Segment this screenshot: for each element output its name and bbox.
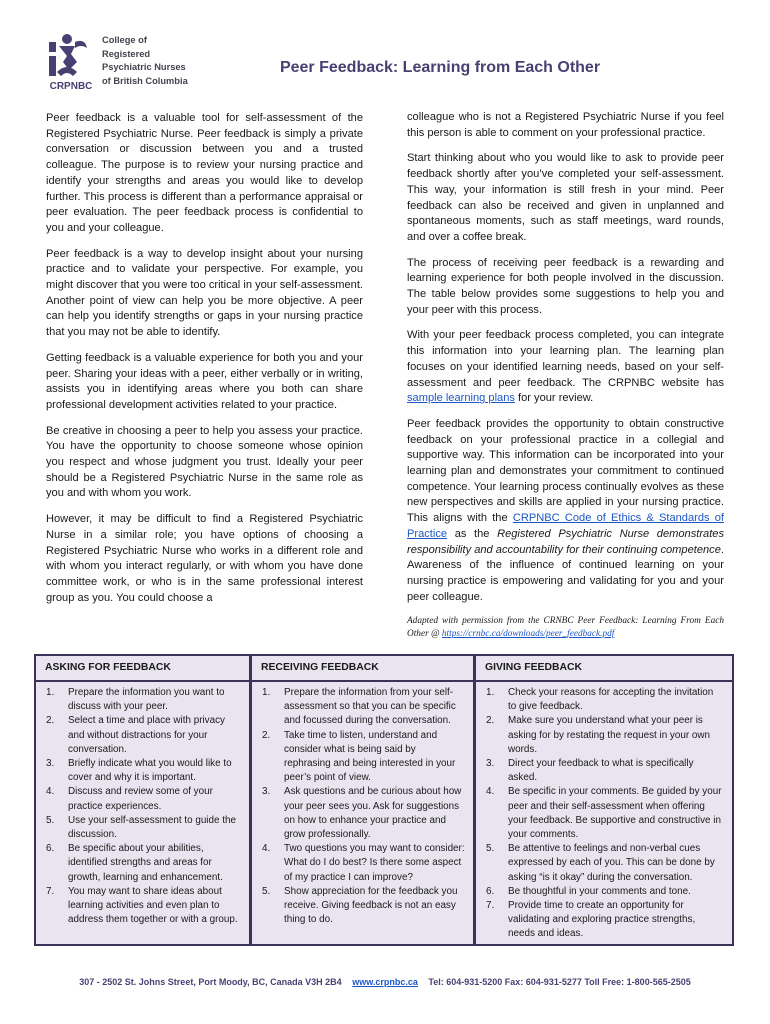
crpnbc-logo: [47, 32, 95, 92]
list-item: [476, 885, 732, 899]
list-item: [476, 714, 732, 757]
attribution: [407, 615, 724, 640]
footer: [0, 977, 770, 987]
item-text: Be thoughtful in your comments and tone.: [508, 885, 691, 897]
paragraph: The process of receiving peer feedback is a rewarding and learning experience for both people involved in the discussion. The table below provides some suggestions to help you and your peer with this process.: [407, 256, 724, 316]
item-text: Discuss and review some of your practice experiences.: [68, 786, 213, 812]
list-item: [252, 729, 473, 786]
item-number: 5.: [262, 885, 271, 897]
item-number: 6.: [46, 843, 55, 855]
item-number: 1.: [486, 687, 495, 698]
text: as the: [447, 527, 498, 540]
text: Adapted with permission from the CRNBC Peer Feedback: Learning From Each Other @: [407, 616, 724, 639]
item-text: You may want to share ideas about learning activities and even plan to address them together or with a group.: [68, 885, 238, 926]
left-column: [46, 111, 363, 616]
item-number: 1.: [262, 687, 271, 698]
item-text: Be attentive to feelings and non-verbal cues expressed by each of you. This can be done by asking “is it okay” during the conversation.: [508, 843, 715, 883]
list-item: [252, 785, 473, 842]
item-number: 3.: [486, 758, 495, 770]
item-text: Be specific in your comments. Be guided by your peer and their self-assessment when offering your feedback. Be supportive and constructive in your comments.: [508, 786, 722, 841]
list-item: [252, 842, 473, 885]
table-column-asking: [36, 656, 249, 944]
list-item: [36, 686, 249, 714]
item-text: Take time to listen, understand and consider what is being said by rephrasing and being interested in your peer’s point of view.: [284, 729, 456, 784]
text: . Awareness of the influence of continued learning on your nursing practice is empowering and validating for you and your peer colleague.: [407, 543, 724, 603]
code-of-ethics-link[interactable]: CRPNBC Code of Ethics & Standards of Practice: [407, 512, 724, 540]
paragraph: colleague who is not a Registered Psychiatric Nurse if you feel this person is able to comment on your professional practice.: [407, 111, 724, 139]
org-line: College of: [102, 35, 147, 45]
list-item: [36, 885, 249, 928]
paragraph: Peer feedback is a way to develop insight about your nursing practice and to validate your perspective. For example, you might discover that you were too critical in your self-assessment. Another point of view can help you be more objective. A peer can help you identify strengths or gaps in your nursing practice that you may not be able to identify.: [46, 247, 363, 339]
item-text: Make sure you understand what your peer is asking for by restating the request in your own words.: [508, 715, 710, 755]
paragraph: [407, 417, 724, 605]
paragraph: Peer feedback is a valuable tool for self-assessment of the Registered Psychiatric Nurse. Peer feedback is simply a private conversation or discussion between you and a trusted colleague. The purpose is to review your nursing practice and identify your strengths and areas you would like to develop further. This process is different than a performance appraisal or peer evaluation. The peer feedback process is confidential to you and your colleague.: [46, 112, 363, 234]
list-item: [36, 714, 249, 757]
item-text: Briefly indicate what you would like to cover and why it is important.: [68, 758, 232, 784]
org-line: Registered: [102, 48, 151, 59]
item-number: 3.: [262, 786, 271, 798]
list-item: [476, 899, 732, 942]
giving-list: [476, 686, 732, 942]
item-number: 4.: [486, 786, 495, 798]
receiving-list: [252, 686, 473, 927]
item-number: 1.: [46, 687, 55, 698]
item-text: Be specific about your abilities, identified strengths and areas for growth, learning and enhancement.: [68, 843, 223, 883]
page-title: Peer Feedback: Learning from Each Other: [279, 59, 601, 76]
list-item: [476, 842, 732, 885]
list-item: [252, 686, 473, 729]
text: With your peer feedback process completed, you can integrate this information into your learning plan. The learning plan focuses on your identified learning needs, based on your self-assessment and peer feedback. The CRPNBC website has: [407, 329, 724, 389]
item-number: 5.: [46, 814, 55, 826]
right-column: [407, 110, 724, 651]
table-column-giving: [473, 656, 732, 944]
paragraph: However, it may be difficult to find a Registered Psychiatric Nurse in a similar role; you have options of choosing a Registered Psychiatric Nurse who works in a different role and with whom you interact regularly, or with whom you have done committee work, or who is in the same professional interest group as you. You could choose a: [46, 513, 363, 604]
item-number: 6.: [486, 885, 495, 897]
item-text: Provide time to create an opportunity for validating and exploring practice strengths, needs and ideas.: [508, 900, 696, 940]
paragraph: [407, 328, 724, 407]
item-number: 4.: [262, 843, 271, 855]
item-text: Check your reasons for accepting the invitation to give feedback.: [508, 687, 714, 713]
list-item: [36, 842, 249, 885]
item-number: 2.: [46, 715, 55, 727]
item-text: Use your self-assessment to guide the discussion.: [68, 814, 236, 841]
item-number: 5.: [486, 843, 495, 855]
column-header: ASKING FOR FEEDBACK: [36, 656, 249, 682]
paragraph: Getting feedback is a valuable experience for both you and your peer. Sharing your ideas with a peer, either verbally or in writing, assists you in identifying areas where you both can share professional development activities related to your practice.: [46, 351, 363, 411]
item-text: Ask questions and be curious about how your peer sees you. Ask for suggestions on how to enhance your practice and grow professionally.: [284, 786, 462, 841]
table-column-receiving: [249, 656, 473, 944]
asking-list: [36, 686, 249, 927]
org-line: Psychiatric Nurses: [102, 62, 186, 72]
item-number: 2.: [262, 729, 271, 741]
item-number: 4.: [46, 786, 55, 798]
item-text: Select a time and place with privacy and without distractions for your conversation.: [68, 715, 225, 755]
org-line: of British Columbia: [102, 75, 188, 86]
item-text: Two questions you may want to consider: What do I do best? Is there some aspect of my practice I can improve?: [284, 843, 465, 883]
footer-contact: Tel: 604-931-5200 Fax: 604-931-5277 Toll Free: 1-800-565-2505: [428, 977, 691, 987]
item-text: Show appreciation for the feedback you receive. Giving feedback is not an easy thing to do.: [284, 885, 458, 926]
column-header: GIVING FEEDBACK: [476, 656, 732, 682]
column-header: RECEIVING FEEDBACK: [252, 656, 473, 682]
list-item: [476, 785, 732, 842]
italic-text: Registered Psychiatric Nurse demonstrates responsibility and accountability for their continuing competence: [407, 527, 724, 556]
item-number: 7.: [46, 885, 55, 897]
item-text: Prepare the information you want to discuss with your peer.: [68, 687, 225, 713]
list-item: [36, 785, 249, 813]
list-item: [36, 814, 249, 842]
paragraph: Start thinking about who you would like to ask to provide peer feedback shortly after you’ve completed your self-assessment. This way, your information is still fresh in your mind. Peer feedback can also be received and given in unplanned and spontaneous moments, such as staff meetings, ward rounds, and over a coffee break.: [407, 152, 724, 243]
item-number: 2.: [486, 715, 495, 727]
list-item: [252, 885, 473, 928]
footer-website-link[interactable]: www.crpnbc.ca: [352, 977, 418, 987]
organization-name: [102, 34, 212, 88]
item-text: Direct your feedback to what is specifically asked.: [508, 758, 694, 784]
list-item: [476, 686, 732, 714]
item-text: Prepare the information from your self-assessment so that you can be specific and focussed during the conversation.: [284, 687, 456, 727]
source-link[interactable]: https://crnbc.ca/downloads/peer_feedback.pdf: [441, 628, 615, 639]
paragraph: Be creative in choosing a peer to help you assess your practice. You have the opportunity to choose someone whose opinion you respect and whose judgment you trust. Ideally your peer should be a Registered Psychiatric Nurse in the same role as you and with whom you work.: [46, 424, 363, 500]
item-number: 3.: [46, 758, 55, 770]
footer-address: 307 - 2502 St. Johns Street, Port Moody, BC, Canada V3H 2B4: [79, 977, 342, 987]
sample-learning-plans-link[interactable]: sample learning plans: [407, 392, 515, 405]
list-item: [476, 757, 732, 785]
text: Peer feedback provides the opportunity to obtain constructive feedback on your professional practice in a collegial and supportive way. This information can be incorporated into your learning plan and demonstrates your commitment to continued competence. Your learning process continually evolves as these new perspectives and skills are applied in your nursing practice. This aligns with the: [407, 417, 724, 525]
text: for your review.: [514, 392, 594, 405]
item-number: 7.: [486, 900, 495, 912]
list-item: [36, 757, 249, 785]
logo-text: CRPNBC: [49, 81, 93, 92]
feedback-table: [34, 654, 734, 946]
